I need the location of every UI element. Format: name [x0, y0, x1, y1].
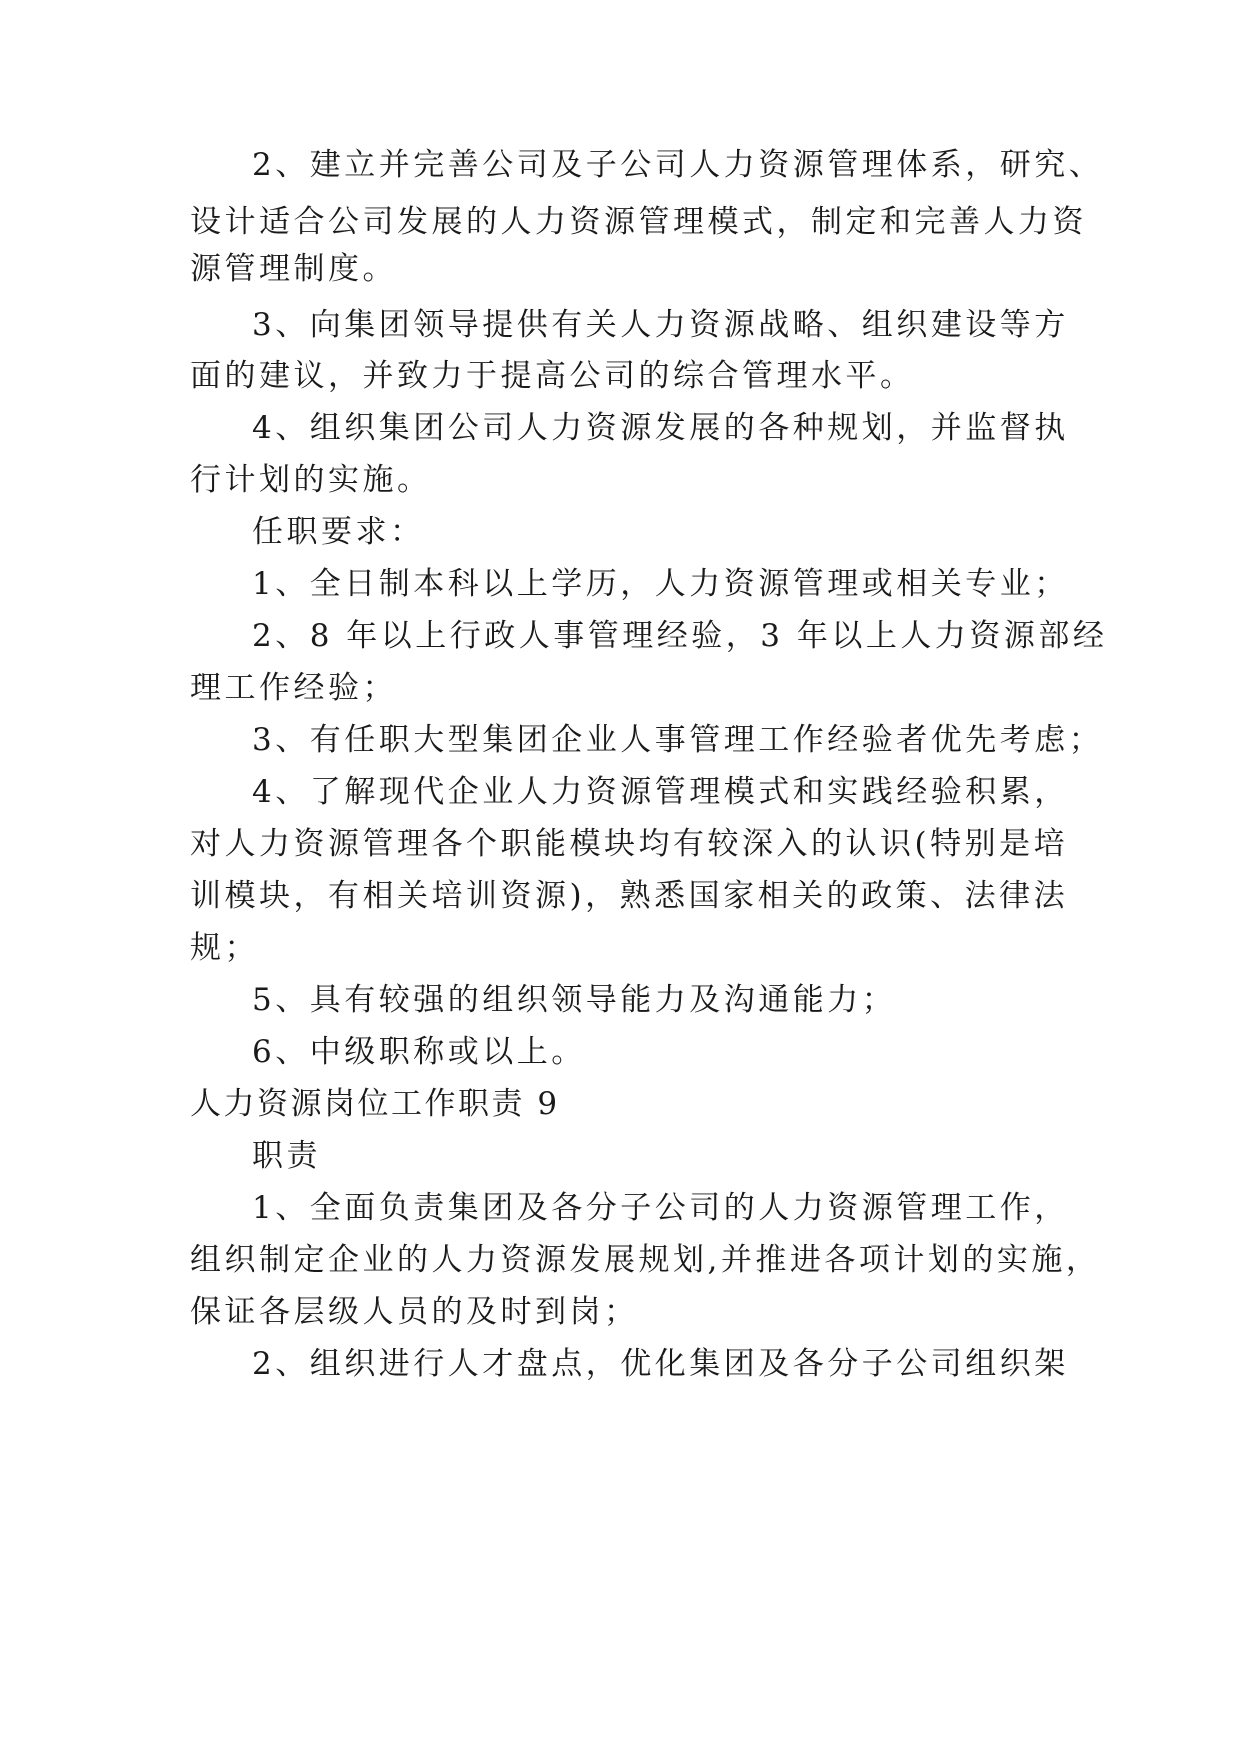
text-line: 规； [190, 930, 259, 966]
text-line: 对人力资源管理各个职能模块均有较深入的认识(特别是培 [190, 826, 1069, 862]
text-line: 3、有任职大型集团企业人事管理工作经验者优先考虑； [252, 722, 1104, 758]
text-line: 1、全日制本科以上学历，人力资源管理或相关专业； [252, 566, 1069, 602]
section-label-duties: 职责 [252, 1138, 321, 1174]
section-heading: 人力资源岗位工作职责 9 [190, 1086, 560, 1122]
section-label-requirements: 任职要求： [252, 514, 425, 550]
text-line: 源管理制度。 [190, 251, 397, 287]
text-line: 5、具有较强的组织领导能力及沟通能力； [252, 982, 897, 1018]
text-line: 2、建立并完善公司及子公司人力资源管理体系，研究、 [252, 147, 1104, 183]
text-line: 2、组织进行人才盘点，优化集团及各分子公司组织架 [252, 1346, 1069, 1382]
text-line: 3、向集团领导提供有关人力资源战略、组织建设等方 [252, 307, 1069, 343]
text-line: 训模块，有相关培训资源)，熟悉国家相关的政策、法律法 [190, 878, 1069, 914]
text-line: 设计适合公司发展的人力资源管理模式，制定和完善人力资 [190, 204, 1087, 240]
text-line: 2、8 年以上行政人事管理经验，3 年以上人力资源部经 [252, 618, 1108, 654]
text-line: 保证各层级人员的及时到岗； [190, 1294, 639, 1330]
text-line: 1、全面负责集团及各分子公司的人力资源管理工作， [252, 1190, 1069, 1226]
text-line: 6、中级职称或以上。 [252, 1034, 586, 1070]
text-line: 组织制定企业的人力资源发展规划,并推进各项计划的实施， [190, 1242, 1101, 1278]
text-line: 4、组织集团公司人力资源发展的各种规划，并监督执 [252, 410, 1069, 446]
text-line: 理工作经验； [190, 670, 397, 706]
text-line: 行计划的实施。 [190, 462, 432, 498]
text-line: 面的建议，并致力于提高公司的综合管理水平。 [190, 358, 915, 394]
text-line: 4、了解现代企业人力资源管理模式和实践经验积累， [252, 774, 1069, 810]
